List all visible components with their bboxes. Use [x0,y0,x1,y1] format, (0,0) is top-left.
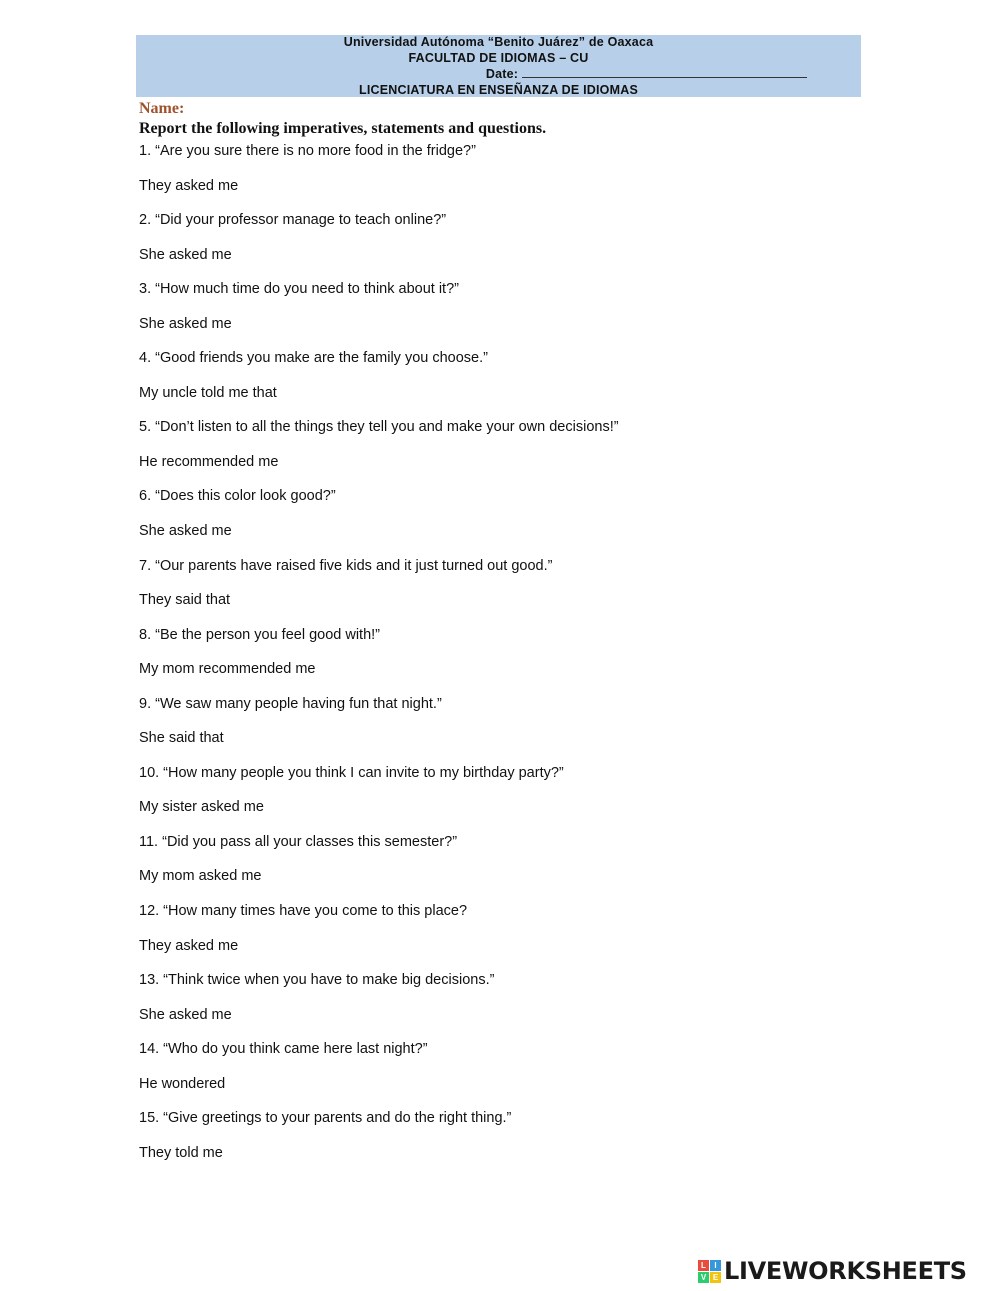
exercise-answer-stem: They said that [139,592,231,609]
exercise-prompt: 13. “Think twice when you have to make big decisions.” [139,972,495,989]
exercise-answer-stem: She asked me [139,1006,232,1023]
exercise-prompt: 9. “We saw many people having fun that night.” [139,695,442,712]
exercise-item [139,833,859,902]
exercise-prompt: 11. “Did you pass all your classes this semester?” [139,833,458,850]
exercise-prompt: 8. “Be the person you feel good with!” [139,626,381,643]
logo-text: LIVEWORKSHEETS [724,1257,967,1285]
exercise-answer-stem: My uncle told me that [139,384,277,401]
exercise-answer-stem: She said that [139,730,224,747]
logo-blocks-icon [698,1260,721,1283]
exercise-item [139,487,859,556]
exercise-answer-stem: She asked me [139,315,232,332]
logo-block: E [710,1272,721,1283]
exercise-prompt: 3. “How much time do you need to think about it?” [139,281,459,298]
university-name: Universidad Autónoma “Benito Juárez” de Oaxaca [343,35,654,49]
exercise-prompt: 12. “How many times have you come to this place? [139,903,468,920]
exercise-prompt: 10. “How many people you think I can invite to my birthday party?” [139,764,564,781]
date-label: Date: [485,67,519,81]
exercise-answer-stem: He wondered [139,1075,226,1092]
liveworksheets-logo [698,1257,967,1285]
exercise-item [139,211,859,280]
exercise-item [139,695,859,764]
logo-block: L [698,1260,709,1271]
document-header [136,35,861,97]
exercise-prompt: 5. “Don’t listen to all the things they tell you and make your own decisions!” [139,419,619,436]
exercise-prompt: 7. “Our parents have raised five kids and it just turned out good.” [139,557,553,574]
exercise-answer-stem: My sister asked me [139,799,264,816]
exercise-answer-stem: He recommended me [139,453,279,470]
exercise-list [139,142,859,1178]
exercise-answer-stem: They asked me [139,937,239,954]
exercise-item [139,280,859,349]
exercise-prompt: 2. “Did your professor manage to teach online?” [139,212,447,229]
faculty-name: FACULTAD DE IDIOMAS – CU [408,50,589,65]
exercise-answer-stem: My mom asked me [139,868,262,885]
exercise-item [139,626,859,695]
logo-block: V [698,1272,709,1283]
logo-block: I [710,1260,721,1271]
exercise-item [139,764,859,833]
date-row [136,66,861,83]
exercise-prompt: 15. “Give greetings to your parents and do the right thing.” [139,1110,512,1127]
program-name: LICENCIATURA EN ENSEÑANZA DE IDIOMAS [359,82,638,97]
exercise-item [139,971,859,1040]
exercise-item [139,1040,859,1109]
exercise-item [139,902,859,971]
exercise-answer-stem: They told me [139,1144,223,1161]
exercise-prompt: 4. “Good friends you make are the family you choose.” [139,350,488,367]
exercise-item [139,349,859,418]
exercise-answer-stem: My mom recommended me [139,661,316,678]
exercise-item [139,142,859,211]
exercise-prompt: 14. “Who do you think came here last night?” [139,1041,428,1058]
instructions: Report the following imperatives, statements and questions. [139,120,547,137]
exercise-answer-stem: She asked me [139,522,232,539]
date-line [522,66,807,78]
exercise-item [139,418,859,487]
exercise-answer-stem: She asked me [139,246,232,263]
exercise-item [139,557,859,626]
name-label: Name: [139,100,185,117]
exercise-prompt: 6. “Does this color look good?” [139,488,336,505]
exercise-answer-stem: They asked me [139,177,239,194]
exercise-prompt: 1. “Are you sure there is no more food in the fridge?” [139,143,476,159]
exercise-item [139,1109,859,1178]
